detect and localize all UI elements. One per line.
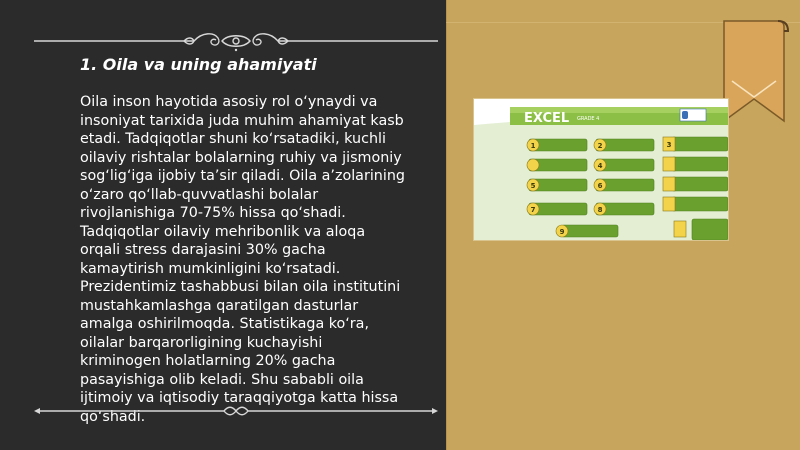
top-flourish-ornament (34, 28, 438, 54)
svg-text:4: 4 (597, 162, 603, 170)
svg-text:1: 1 (530, 142, 536, 150)
svg-text:8: 8 (597, 206, 603, 214)
embedded-app-screenshot (474, 99, 728, 240)
bookmark-ribbon-icon (718, 17, 790, 127)
slide-title: 1. Oila va uning ahamiyati (80, 55, 317, 74)
svg-text:3: 3 (666, 141, 672, 149)
svg-text:6: 6 (597, 182, 603, 190)
screenshot-grade: GRADE 4 (577, 116, 600, 122)
svg-text:5: 5 (530, 182, 536, 190)
screenshot-logo: EXCEL (524, 111, 570, 126)
svg-text:9: 9 (559, 228, 565, 236)
bottom-flourish-ornament (34, 398, 438, 424)
svg-text:2: 2 (597, 142, 603, 150)
svg-text:7: 7 (530, 206, 536, 214)
slide-body-text: Oila inson hayotida asosiy rol o‘ynaydi va insoniyat tarixida juda muhim ahamiyat kasb etadi. Tadqiqotlar shuni ko‘rsatadiki, kuchli oilaviy rishtalar bolalarning ruhiy va jismoniy sog‘lig‘iga ijobiy ta’sir qiladi. Oila a’zolarining o‘zaro qo‘llab-quvvatlashi bolalar rivojlanishiga 70-75% hissa qo‘shadi. Tadqiqotlar oilaviy mehribonlik va aloqa orqali stress darajasini 30% gacha kamaytirish mumkinligini ko‘rsatadi. Prezidentimiz tashabbusi bilan oila institutini mustahkamlashga qaratilgan dasturlar amalga oshirilmoqda. Statistikaga ko‘ra, oilalar barqarorligining kuchayishi kriminogen holatlarning 20% gacha pasayishiga olib keladi. Shu sababli oila ijtimoiy va iqtisodiy taraqqiyotga katta hissa qo‘shadi. (80, 94, 405, 425)
